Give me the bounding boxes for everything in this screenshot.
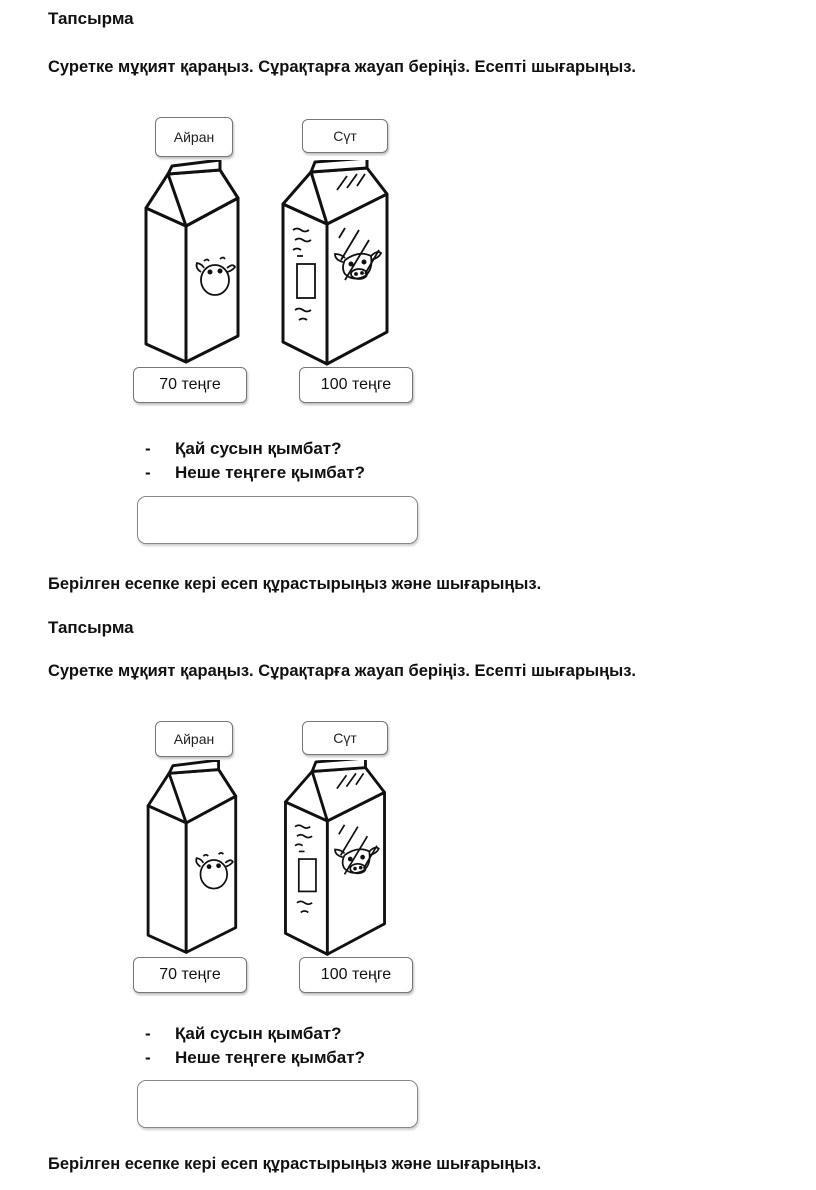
milk-carton-icon — [275, 760, 395, 960]
ayran-price: 70 теңге — [133, 367, 247, 403]
task-footer: Берілген есепке кері есеп құрастырыңыз және шығарыңыз. — [48, 1155, 542, 1173]
question-item — [145, 1022, 365, 1046]
milk-label: Сүт — [302, 721, 388, 755]
question-text: Неше теңгеге қымбат? — [175, 463, 365, 482]
question-item — [145, 1046, 365, 1070]
question-bullet: - — [145, 1048, 151, 1067]
ayran-label: Айран — [155, 117, 233, 157]
task-footer: Берілген есепке кері есеп құрастырыңыз және шығарыңыз. — [48, 575, 542, 593]
task-heading: Тапсырма — [48, 9, 134, 28]
milk-price: 100 теңге — [299, 957, 413, 993]
question-bullet: - — [145, 463, 151, 482]
task-heading: Тапсырма — [48, 618, 134, 637]
ayran-carton-icon — [130, 160, 250, 370]
ayran-carton-icon — [130, 760, 250, 960]
question-bullet: - — [145, 1024, 151, 1043]
question-text: Қай сусын қымбат? — [175, 439, 342, 458]
question-bullet: - — [145, 439, 151, 458]
ayran-price: 70 теңге — [133, 957, 247, 993]
question-text: Қай сусын қымбат? — [175, 1024, 342, 1043]
answer-box[interactable] — [137, 1080, 418, 1128]
question-item — [145, 437, 365, 461]
milk-label: Сүт — [302, 119, 388, 153]
question-list — [145, 437, 365, 485]
milk-carton-icon — [275, 160, 395, 370]
task-instruction: Суретке мұқият қараңыз. Сұрақтарға жауап беріңіз. Есепті шығарыңыз. — [48, 58, 636, 76]
question-text: Неше теңгеге қымбат? — [175, 1048, 365, 1067]
question-list — [145, 1022, 365, 1070]
milk-price: 100 теңге — [299, 367, 413, 403]
question-item — [145, 461, 365, 485]
task-instruction: Суретке мұқият қараңыз. Сұрақтарға жауап беріңіз. Есепті шығарыңыз. — [48, 662, 636, 680]
ayran-label: Айран — [155, 721, 233, 757]
answer-box[interactable] — [137, 496, 418, 544]
